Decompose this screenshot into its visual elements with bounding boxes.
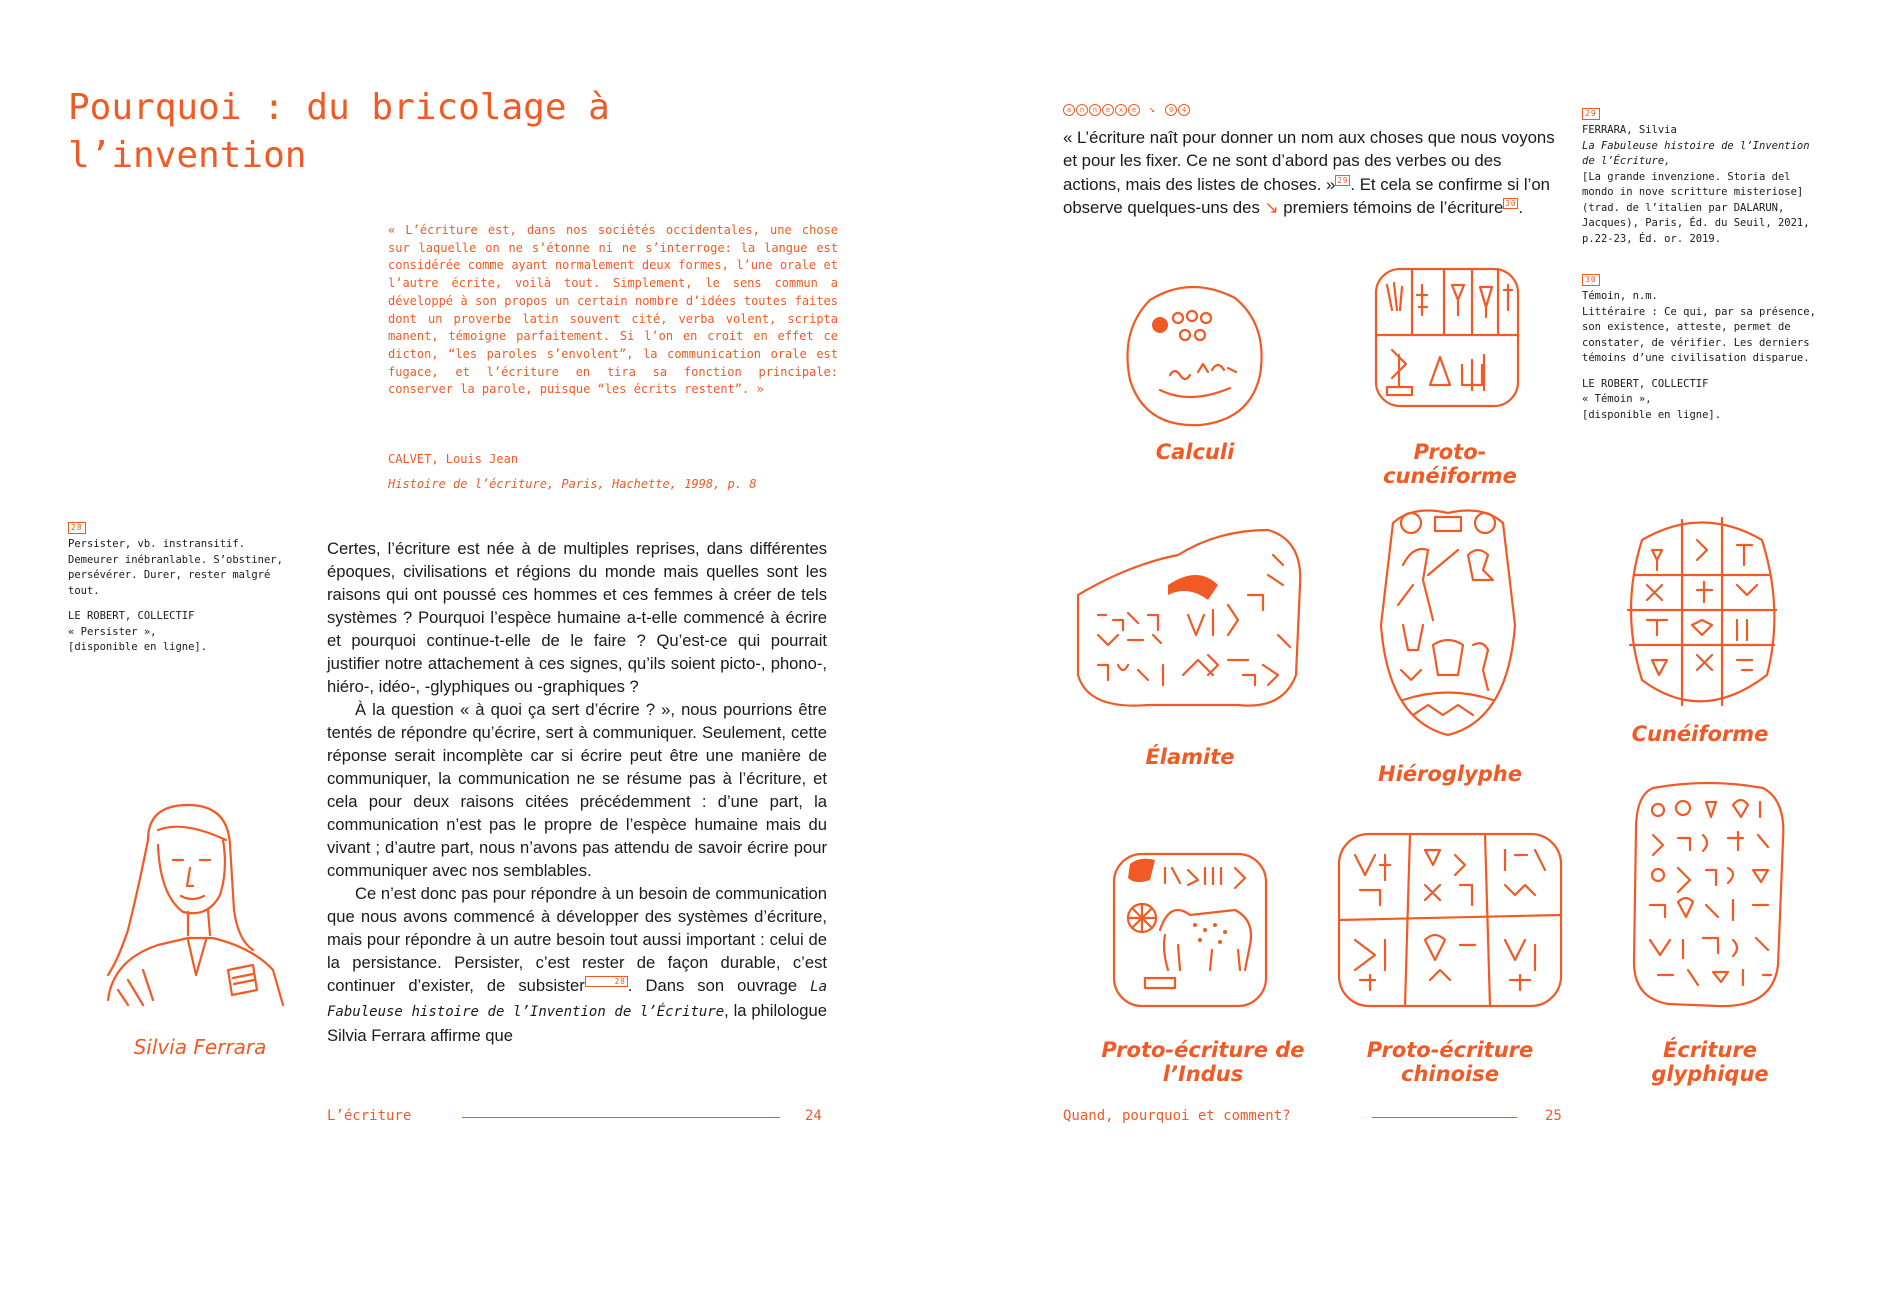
epigraph-quote: « L’écriture est, dans nos sociétés occidentales, une chose sur laquelle on ne s’étonne ni ne s’interroge: la langue est considérée comme ayant normalement deux formes, l’une orale et l’autre écrite, voilà tout. Simplement, le sens commun a développé à son propos un certain nombre d’idées toutes faites dont un proverbe latin souvent cité, verba volent, scripta manent, témoigne parfaitement. Si l’on en croit en effet ce dicton, “les paroles s’envolent”, la communication orale est fugace, et l’écriture en tira sa fonction principale: conserver la parole, puisque “les écrits restent”. » <box>388 223 838 397</box>
cuneiform-illustration <box>1622 510 1782 715</box>
annexe-letter: a <box>1063 104 1075 116</box>
main-body-text <box>327 537 827 1047</box>
paragraph-3-part-c: , la philologue Silvia Ferrara affirme que <box>327 1001 827 1045</box>
indus-seal-illustration <box>1110 850 1270 1010</box>
sidenote-30 <box>1582 272 1822 423</box>
right-intro-text <box>1063 126 1563 219</box>
intro-part-d: . <box>1518 197 1524 217</box>
annexe-letter: e <box>1102 104 1114 116</box>
reference-29[interactable]: 29 <box>1337 176 1349 185</box>
note-badge: 29 <box>1582 108 1600 120</box>
illustration-label: Calculi <box>1155 440 1235 464</box>
chinese-proto-writing-illustration <box>1335 830 1565 1010</box>
note-title: La Fabuleuse histoire de l’Invention de l’Écriture, <box>1582 139 1810 167</box>
note-source-title: « Persister », <box>68 625 157 638</box>
annexe-arrow-icon: ↘ <box>1149 104 1158 115</box>
paragraph-3 <box>327 882 827 1047</box>
annexe-number-digit: 0 <box>1165 104 1177 116</box>
page-number-right: 25 <box>1545 1108 1562 1124</box>
note-definition: Persister, vb. instransitif. Demeurer inébranlable. S’obstiner, persévérer. Durer, rester malgré tout. <box>68 538 283 597</box>
annexe-number-digit: 4 <box>1178 104 1190 116</box>
annexe-letter: e <box>1128 104 1140 116</box>
intro-part-c: premiers témoins de l’écriture <box>1278 197 1504 217</box>
portrait-caption: Silvia Ferrara <box>133 1035 267 1059</box>
illustration-label: Cunéiforme <box>1631 722 1769 746</box>
page-title: Pourquoi : du bricolage à l’invention <box>68 87 610 176</box>
paragraph-2: À la question « à quoi ça sert d’écrire ? », nous pourrions être tentés de répondre qu’écrire, sert à communiquer. Seulement, cette réponse serait incomplète car si écrire peut être une manière de communiquer, la communication ne se résume pas à l’écriture, et cela pour deux raisons citées précédemment : d’une part, la communication n’est pas le propre de l’espèce humaine mais du vivant ; d’autre part, nous n’avons pas attendu de savoir écrire pour communiquer avec nos semblables. <box>327 700 827 880</box>
calculi-illustration <box>1120 280 1270 430</box>
footer-rule-right <box>1372 1117 1517 1118</box>
footer-rule-left <box>462 1117 780 1118</box>
proto-cuneiform-illustration <box>1372 265 1522 410</box>
annexe-letter: n <box>1089 104 1101 116</box>
note-source-author: LE ROBERT, COLLECTIF <box>68 610 195 622</box>
note-term: Témoin, n.m. <box>1582 290 1658 302</box>
footer-label-right: Quand, pourquoi et comment? <box>1063 1108 1291 1124</box>
note-author: FERRARA, Silvia <box>1582 124 1677 136</box>
sidenote-29 <box>1582 106 1822 247</box>
reference-28[interactable]: 28 <box>585 976 628 987</box>
paragraph-3-part-b: . Dans son ouvrage <box>627 976 811 995</box>
illustration-label: Proto-écriture chinoise <box>1366 1038 1534 1086</box>
glyphic-writing-illustration <box>1628 780 1788 1010</box>
reference-30[interactable]: 30 <box>1505 199 1517 209</box>
epigraph-source: Histoire de l’écriture, Paris, Hachette, 1998, p. 8 <box>388 477 757 491</box>
sidenote-28 <box>68 520 288 656</box>
note-badge: 30 <box>1582 274 1600 286</box>
arrow-icon: ↘ <box>1264 197 1279 217</box>
note-definition: Littéraire : Ce qui, par sa présence, son existence, atteste, permet de constater, de vérifier. Les derniers témoins d’une civilisation disparue. <box>1582 305 1816 364</box>
illustration-label: Proto-cunéiforme <box>1383 440 1517 488</box>
illustration-label: Hiéroglyphe <box>1378 762 1522 786</box>
page-number-left: 24 <box>805 1108 822 1124</box>
annexe-letter: x <box>1115 104 1127 116</box>
note-source-extra: [disponible en ligne]. <box>68 641 208 653</box>
book-title: La Fabuleuse histoire de l’Invention de l’Écriture <box>327 979 828 1020</box>
intro-quote: « L’écriture naît pour donner un nom aux choses que nous voyons et pour les fixer. Ce ne sont d’abord pas des verbes ou des actions, mais des listes de choses. » <box>1063 128 1555 194</box>
hieroglyph-illustration <box>1373 505 1523 740</box>
note-source-author: LE ROBERT, COLLECTIF <box>1582 377 1709 390</box>
annexe-letter: n <box>1076 104 1088 116</box>
illustration-label: Écriture glyphique <box>1651 1038 1769 1086</box>
paragraph-1: Certes, l’écriture est née à de multiples reprises, dans différentes époques, civilisations et régions du monde mais quelles sont les raisons qui ont poussé ces hommes et ces femmes à créer de tels systèmes ? Pourquoi l’espèce humaine a-t-elle commencé à écrire et pourquoi continue-t-elle de le faire ? Qu’est-ce qui pourrait justifier notre attachement à ces signes, qu’ils soient picto-, phono-, hiéro-, idéo-, -glyphiques ou -graphiques ? <box>327 539 827 696</box>
note-source-title: « Témoin », <box>1582 393 1652 405</box>
elamite-illustration <box>1068 525 1308 715</box>
portrait-illustration <box>88 800 298 1010</box>
note-badge: 28 <box>68 522 86 534</box>
annexe-marker <box>1063 104 1191 116</box>
illustration-label: Proto-écriture de l’Indus <box>1101 1038 1305 1086</box>
illustration-label: Élamite <box>1145 745 1235 769</box>
note-details: [La grande invenzione. Storia del mondo in nove scritture misteriose] (trad. de l’italien par DALARUN, Jacques), Paris, Éd. du Seuil, 2021, p.22-23, Éd. or. 2019. <box>1582 170 1810 245</box>
intro-part-b: . Et cela se confirme si l’on observe quelques-uns des <box>1063 174 1550 217</box>
paragraph-3-part-a: Ce n’est donc pas pour répondre à un besoin de communication que nous avons commencé à développer des systèmes d’écriture, mais pour répondre à un autre besoin tout aussi important : celui de la persistance. Persister, c’est rester de façon durable, c’est continuer d’exister, de subsister <box>327 884 827 995</box>
epigraph-author: CALVET, Louis Jean <box>388 452 519 466</box>
footer-label-left: L’écriture <box>327 1108 412 1124</box>
note-source-extra: [disponible en ligne]. <box>1582 408 1722 421</box>
